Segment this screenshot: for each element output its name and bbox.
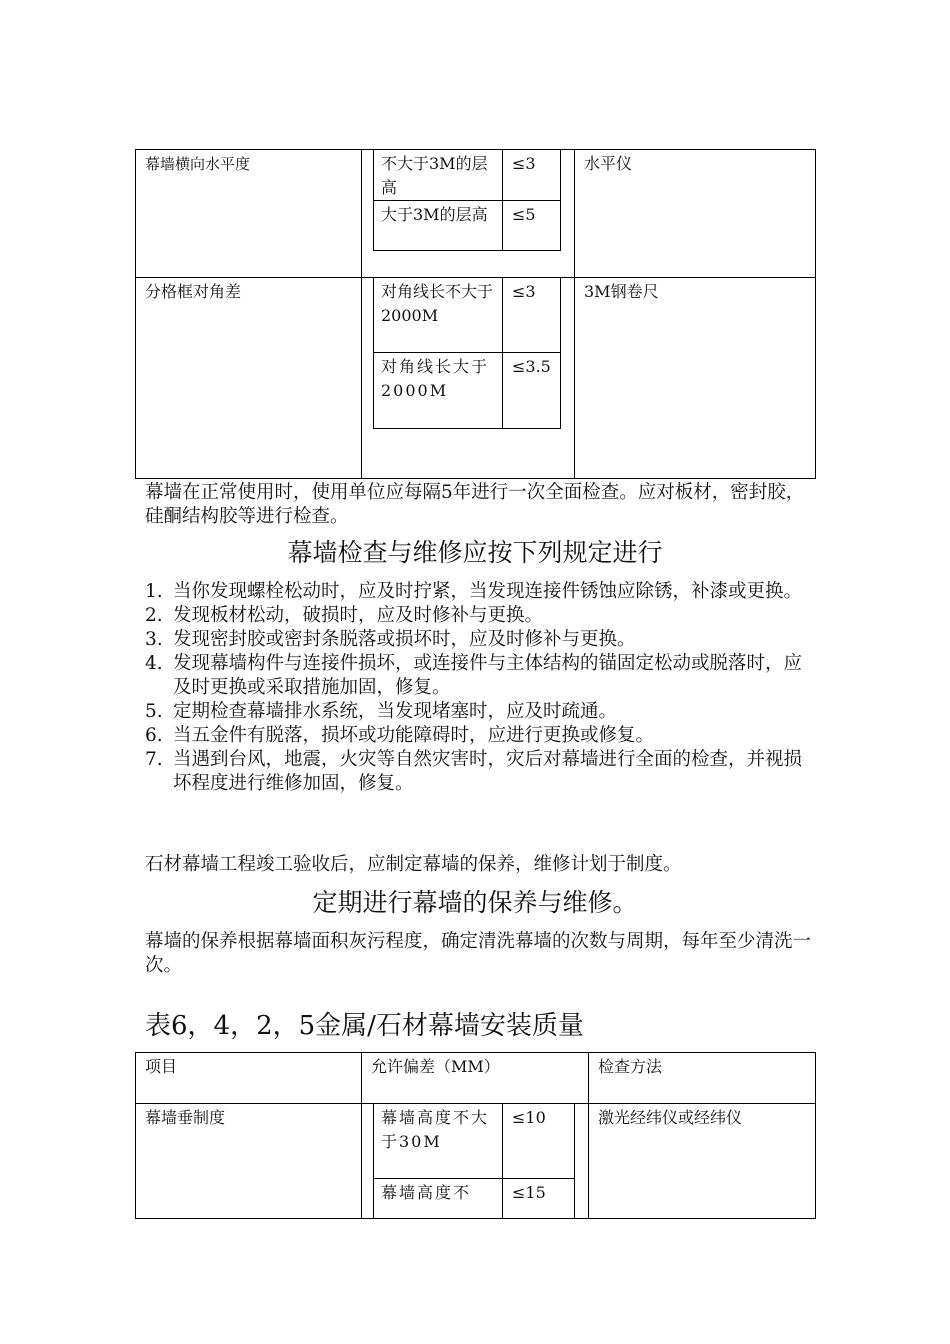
row2-val-2: ≤3.5 [512, 357, 551, 376]
paragraph-acceptance: 石材幕墙工程竣工验收后，应制定幕墙的保养，维修计划于制度。 [145, 854, 682, 875]
row-val-1: ≤10 [512, 1108, 546, 1127]
list-item: 3. 发现密封胶或密封条脱落或损坏时，应及时修补与更换。 [145, 629, 636, 650]
heading-maintenance: 定期进行幕墙的保养与维修。 [312, 888, 638, 917]
row1-val-2: ≤5 [512, 205, 536, 224]
list-item: 1. 当你发现螺栓松动时，应及时拧紧，当发现连接件锈蚀应除锈，补漆或更换。 [145, 581, 803, 602]
paragraph-inspection: 幕墙在正常使用时，使用单位应每隔5年进行一次全面检查。应对板材，密封胶，硅酮结构胶等进行检查。 [145, 482, 805, 527]
heading-inspection-rules: 幕墙检查与维修应按下列规定进行 [287, 538, 663, 567]
list-item: 2. 发现板材松动，破损时，应及时修补与更换。 [145, 605, 544, 626]
row-cond-2: 幕墙高度不 [381, 1183, 472, 1202]
row2-val-1: ≤3 [512, 282, 536, 301]
paragraph-cleaning: 幕墙的保养根据幕墙面积灰污程度，确定清洗幕墙的次数与周期，每年至少清洗一次。 [145, 931, 812, 976]
row1-val-1: ≤3 [512, 154, 536, 173]
row-cond-1: 幕墙高度不大于30M [381, 1108, 490, 1151]
list-item: 6. 当五金件有脱落，损坏或功能障碍时，应进行更换或修复。 [145, 725, 655, 746]
row2-cond-2: 对角线长大于2000M [381, 357, 490, 400]
row1-cond-1: 不大于3M的层高 [381, 154, 488, 197]
row1-cond-2: 大于3M的层高 [381, 205, 488, 224]
row2-cond-1: 对角线长不大于2000M [381, 282, 494, 325]
row1-method: 水平仪 [584, 154, 633, 173]
header-tolerance: 允许偏差（MM） [371, 1057, 500, 1076]
row2-method: 3M钢卷尺 [584, 282, 659, 301]
row-method: 激光经纬仪或经纬仪 [598, 1108, 743, 1127]
list-item: 4. 发现幕墙构件与连接件损坏，或连接件与主体结构的锚固定松动或脱落时，应及时更换或采取措施加固，修复。 [145, 653, 803, 698]
table-title: 表6，4，2，5金属/石材幕墙安装质量 [145, 1011, 584, 1041]
row-val-2: ≤15 [512, 1183, 546, 1202]
maintenance-list [145, 580, 817, 796]
header-item: 项目 [145, 1057, 178, 1076]
list-item: 7. 当遇到台风，地震，火灾等自然灾害时，灾后对幕墙进行全面的检查，并视损坏程度进行维修加固，修复。 [145, 749, 803, 794]
header-method: 检查方法 [598, 1057, 663, 1076]
row2-item: 分格框对角差 [145, 282, 242, 301]
list-item: 5. 定期检查幕墙排水系统，当发现堵塞时，应及时疏通。 [145, 701, 618, 722]
row-item: 幕墙垂制度 [145, 1108, 226, 1127]
row1-item: 幕墙横向水平度 [145, 155, 251, 173]
